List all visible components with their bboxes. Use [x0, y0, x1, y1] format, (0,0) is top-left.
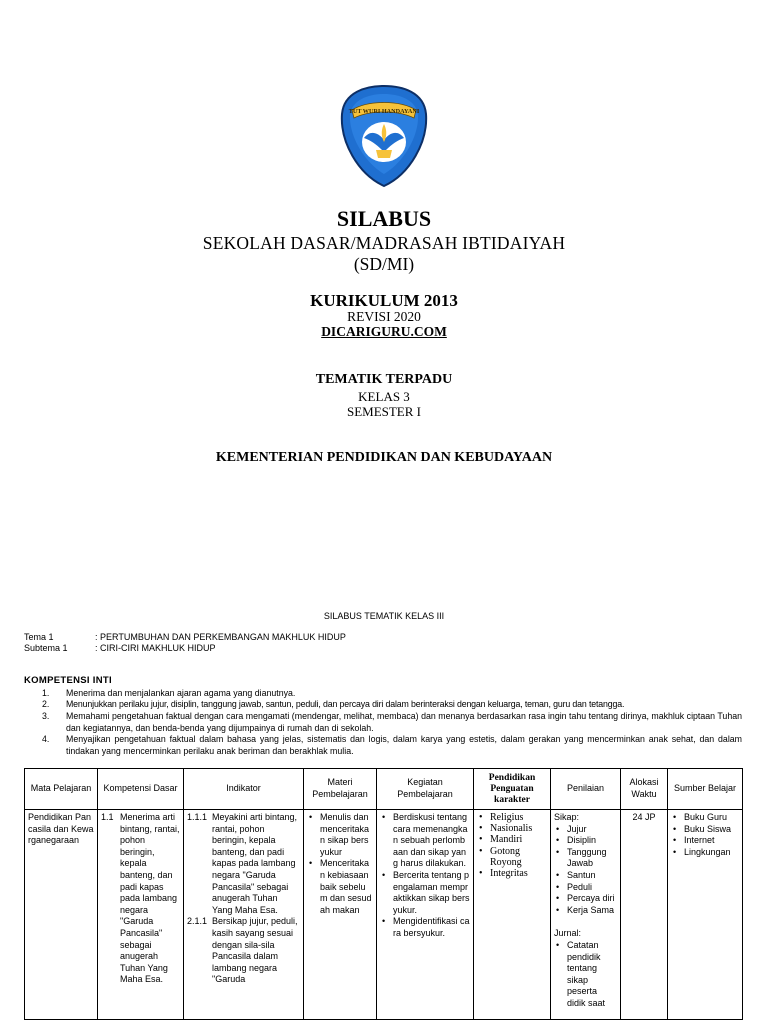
jurnal-list — [554, 940, 617, 1010]
indikator-item — [187, 916, 300, 986]
semester: SEMESTER I — [346, 404, 422, 419]
indikator-item — [187, 812, 300, 916]
header-materi: Materi Pembelajaran — [304, 769, 377, 810]
table-header-row — [25, 769, 743, 810]
alokasi-text: 24 JP — [632, 812, 656, 822]
list-item: • Gotong Royong — [477, 846, 547, 868]
ki-item — [24, 734, 742, 758]
school-abbr: (SD/MI) — [353, 254, 415, 274]
list-item: • Peduli — [554, 882, 617, 894]
ki-number: 1. — [42, 688, 50, 698]
list-item: • Bercerita tentang pengalaman mempraktikkan sikap bersyukur. — [380, 870, 470, 916]
cell-ppk — [474, 810, 551, 1020]
kd-text: Menerima arti bintang, rantai, pohon beringin, kepala banteng, dan padi kapas pada lambang negara "Garuda Pancasila" sebagai anugerah Tuhan Yang Maha Esa. — [120, 812, 180, 985]
ki-text: Menunjukkan perilaku jujur, disiplin, tanggung jawab, santun, peduli, dan percaya diri dalam berinteraksi dengan keluarga, teman, guru dan tetangga. — [66, 699, 625, 709]
list-item: • Jujur — [554, 824, 617, 836]
indikator-number: 1.1.1 — [187, 812, 208, 822]
list-item: • Tanggung Jawab — [554, 847, 617, 870]
class-level: KELAS 3 — [358, 389, 410, 404]
header-indikator: Indikator — [184, 769, 304, 810]
title: SILABUS — [336, 206, 432, 231]
header-penilaian: Penilaian — [551, 769, 621, 810]
subtema-label: Subtema 1 — [24, 643, 68, 653]
header-kegiatan: Kegiatan Pembelajaran — [377, 769, 474, 810]
cell-mapel — [25, 810, 98, 1020]
list-item: • Catatan pendidik tentang sikap peserta didik saat — [554, 940, 617, 1010]
kegiatan-list — [380, 812, 470, 940]
indikator-text: Bersikap jujur, peduli, kasih sayang sesuai dengan sila-sila Pancasila dalam lambang negara "Garuda — [212, 916, 298, 985]
syllabus-table — [24, 768, 743, 1020]
indikator-text: Meyakini arti bintang, rantai, pohon beringin, kepala banteng, dan padi kapas pada lambang negara "Garuda Pancasila" sebagai anugerah Tuhan Yang Maha Esa. — [212, 812, 298, 915]
ministry: KEMENTERIAN PENDIDIKAN DAN KEBUDAYAAN — [215, 450, 553, 465]
document-heading: SILABUS TEMATIK KELAS III — [323, 611, 445, 621]
list-item: • Buku Guru — [671, 812, 739, 824]
indikator-number: 2.1.1 — [187, 916, 208, 927]
tema-label: Tema 1 — [24, 632, 54, 642]
list-item: • Menulis dan menceritakan sikap bersyukur — [307, 812, 373, 858]
school-type: SEKOLAH DASAR/MADRASAH IBTIDAIYAH — [202, 233, 566, 253]
sumber-list — [671, 812, 739, 858]
theme: TEMATIK TERPADU — [315, 372, 453, 387]
cell-sumber — [668, 810, 743, 1020]
header-alokasi: Alokasi Waktu — [621, 769, 668, 810]
subtema-row — [24, 643, 524, 655]
revision: REVISI 2020 — [347, 309, 421, 324]
list-item: • Mengidentifikasi cara bersyukur. — [380, 916, 470, 939]
table-row — [25, 810, 743, 1020]
ki-number: 2. — [42, 699, 50, 709]
tema-value: : PERTUMBUHAN DAN PERKEMBANGAN MAKHLUK HIDUP — [95, 632, 346, 642]
curriculum: KURIKULUM 2013 — [310, 291, 458, 310]
list-item: • Santun — [554, 870, 617, 882]
header-mapel: Mata Pelajaran — [25, 769, 98, 810]
header-sumber: Sumber Belajar — [668, 769, 743, 810]
list-item: • Menceritakan kebiasaan baik sebelum dan sesudah makan — [307, 858, 373, 916]
jurnal-label: Jurnal: — [554, 928, 582, 939]
svg-text:TUT WURI HANDAYANI: TUT WURI HANDAYANI — [348, 108, 420, 115]
list-item: • Disiplin — [554, 835, 617, 847]
ki-item — [24, 711, 742, 735]
ki-number: 3. — [42, 711, 50, 721]
website-link[interactable]: DICARIGURU.COM — [321, 324, 447, 339]
cell-penilaian — [551, 810, 621, 1020]
cell-alokasi — [621, 810, 668, 1020]
cell-materi — [304, 810, 377, 1020]
sikap-label: Sikap: — [554, 812, 580, 822]
ppk-list — [477, 812, 547, 879]
cell-kegiatan — [377, 810, 474, 1020]
ki-item — [24, 699, 742, 711]
list-item: • Berdiskusi tentang cara memenangkan sebuah perlombaan dan sikap yang harus dilakukan. — [380, 812, 470, 870]
subtema-value: : CIRI-CIRI MAKHLUK HIDUP — [95, 643, 216, 653]
ki-text: Menyajikan pengetahuan faktual dalam bahasa yang jelas, sistematis dan logis, dalam karya yang estetis, dalam gerakan yang mencerminkan anak sehat, dan dalam tindakan yang mencerminkan perilaku anak beriman dan berakhlak mulia. — [66, 734, 742, 756]
cell-indikator — [184, 810, 304, 1020]
list-item: • Kerja Sama — [554, 905, 617, 917]
materi-list — [307, 812, 373, 916]
tut-wuri-handayani-logo — [340, 84, 428, 188]
header-kd: Kompetensi Dasar — [98, 769, 184, 810]
ki-text: Menerima dan menjalankan ajaran agama yang dianutnya. — [66, 688, 296, 698]
list-item: • Religius — [477, 812, 547, 823]
list-item: • Mandiri — [477, 834, 547, 845]
list-item: • Percaya diri — [554, 893, 617, 905]
ki-heading: KOMPETENSI INTI — [24, 675, 112, 686]
list-item: • Integritas — [477, 868, 547, 879]
list-item: • Nasionalis — [477, 823, 547, 834]
list-item: • Internet — [671, 835, 739, 847]
kd-number: 1.1 — [101, 812, 114, 822]
cell-kd — [98, 810, 184, 1020]
ki-text: Memahami pengetahuan faktual dengan cara mengamati (mendengar, melihat, membaca) dan menanya berdasarkan rasa ingin tahu tentang dirinya, makhluk ciptaan Tuhan dan kegiatannya, dan benda-benda yang dijumpainya di rumah dan di sekolah. — [66, 711, 742, 733]
sikap-list — [554, 824, 617, 917]
header-ppk: Pendidikan Penguatan karakter — [474, 769, 551, 810]
kd-item — [101, 812, 180, 986]
ki-number: 4. — [42, 734, 50, 744]
list-item: • Buku Siswa — [671, 824, 739, 836]
list-item: • Lingkungan — [671, 847, 739, 859]
mapel-text: Pendidikan Pancasila dan Kewarganegaraan — [28, 812, 94, 846]
